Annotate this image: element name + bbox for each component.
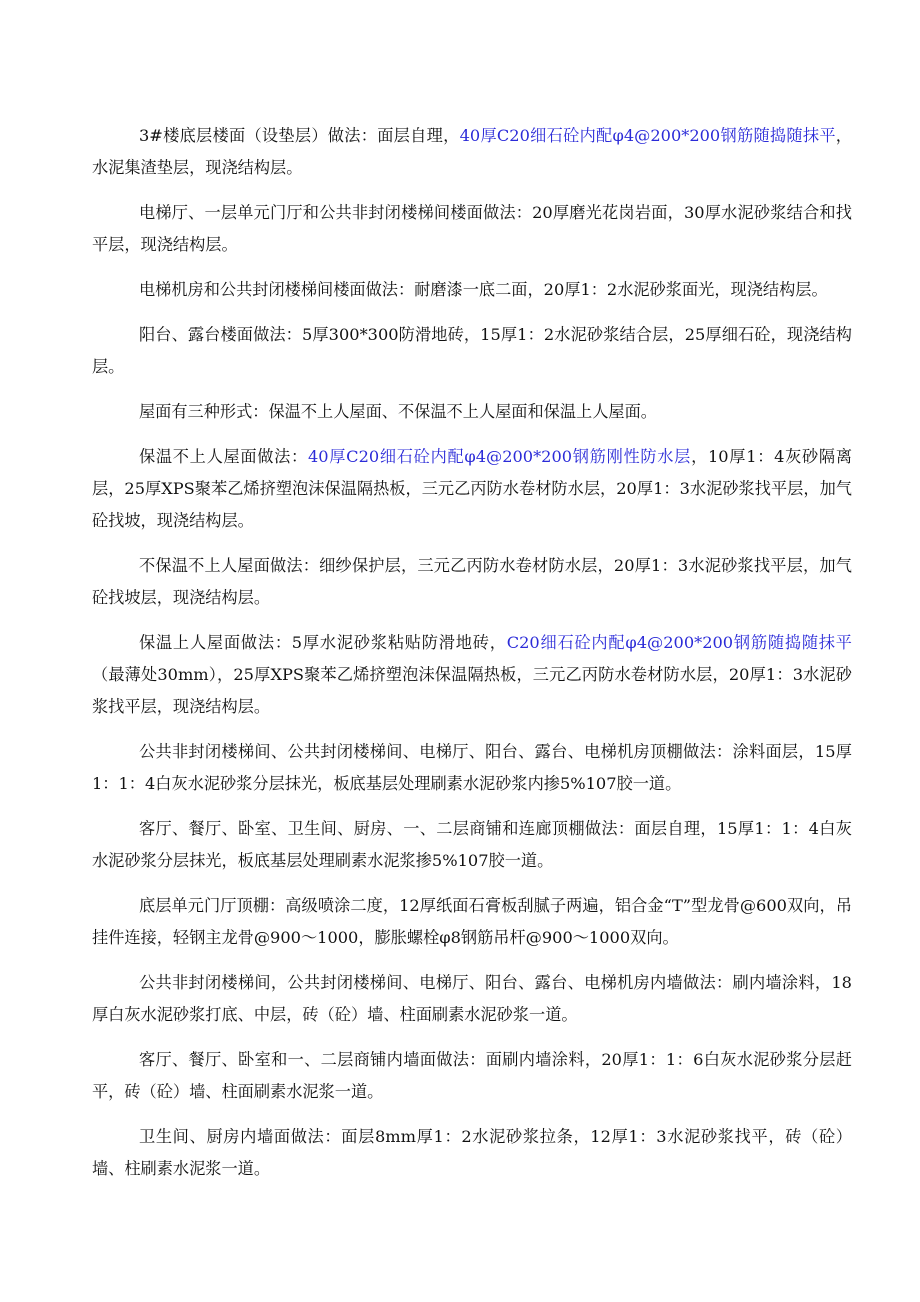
- paragraph-text: 阳台、露台楼面做法：5厚300*300防滑地砖，15厚1：2水泥砂浆结合层，25厚细石砼，现浇结构层。: [92, 325, 852, 376]
- paragraph-text: 底层单元门厅顶棚：高级喷涂二度，12厚纸面石膏板刮腻子两遍，铝合金“T”型龙骨@600双向，吊挂件连接，轻钢主龙骨@900～1000，膨胀螺栓φ8钢筋吊杆@900～1000双向。: [92, 896, 852, 947]
- paragraph: [92, 736, 852, 800]
- paragraph-text: 不保温不上人屋面做法：细纱保护层，三元乙丙防水卷材防水层，20厚1：3水泥砂浆找平层，加气砼找坡层，现浇结构层。: [92, 556, 852, 607]
- paragraph: [92, 627, 852, 723]
- paragraph-text: （最薄处30mm），25厚XPS聚苯乙烯挤塑泡沫保温隔热板，三元乙丙防水卷材防水层，20厚1：3水泥砂浆找平层，现浇结构层。: [92, 665, 852, 716]
- paragraph-text: 3#楼底层楼面（设垫层）做法：面层自理，: [138, 126, 460, 145]
- paragraph: [92, 197, 852, 261]
- paragraph-text: 屋面有三种形式：保温不上人屋面、不保温不上人屋面和保温上人屋面。: [138, 402, 657, 421]
- document-body: [92, 120, 852, 1198]
- paragraph-text: 保温不上人屋面做法：: [138, 447, 308, 466]
- paragraph: [92, 1121, 852, 1185]
- paragraph-text: 电梯机房和公共封闭楼梯间楼面做法：耐磨漆一底二面，20厚1：2水泥砂浆面光，现浇结构层。: [138, 280, 828, 299]
- paragraph: [92, 550, 852, 614]
- paragraph: [92, 967, 852, 1031]
- paragraph: [92, 319, 852, 383]
- paragraph: [92, 890, 852, 954]
- paragraph-text: 公共非封闭楼梯间、公共封闭楼梯间、电梯厅、阳台、露台、电梯机房顶棚做法：涂料面层，15厚1：1：4白灰水泥砂浆分层抹光，板底基层处理刷素水泥砂浆内掺5%107胶一道。: [92, 742, 852, 793]
- paragraph-text: 卫生间、厨房内墙面做法：面层8mm厚1：2水泥砂浆拉条，12厚1：3水泥砂浆找平，砖（砼）墙、柱刷素水泥浆一道。: [92, 1127, 852, 1178]
- highlighted-text: 40厚C20细石砼内配φ4@200*200钢筋随捣随抹平: [459, 126, 836, 145]
- paragraph: [92, 1044, 852, 1108]
- paragraph: [92, 274, 852, 306]
- paragraph-text: 公共非封闭楼梯间，公共封闭楼梯间、电梯厅、阳台、露台、电梯机房内墙做法：刷内墙涂料，18厚白灰水泥砂浆打底、中层，砖（砼）墙、柱面刷素水泥砂浆一道。: [92, 973, 852, 1024]
- highlighted-text: 40厚C20细石砼内配φ4@200*200钢筋刚性防水层: [307, 447, 692, 466]
- paragraph: [92, 813, 852, 877]
- paragraph-text: 保温上人屋面做法：5厚水泥砂浆粘贴防滑地砖，: [138, 633, 507, 652]
- paragraph-text: ，10厚1：4灰砂隔离层，25厚XPS聚苯乙烯挤塑泡沫保温隔热板，三元乙丙防水卷材防水层，20厚1：3水泥砂浆找平层，加气砼找坡，现浇结构层。: [92, 447, 853, 530]
- paragraph-text: 客厅、餐厅、卧室、卫生间、厨房、一、二层商铺和连廊顶棚做法：面层自理，15厚1：1：4白灰水泥砂浆分层抹光，板底基层处理刷素水泥浆掺5%107胶一道。: [92, 819, 852, 870]
- highlighted-text: C20细石砼内配φ4@200*200钢筋随捣随抹平: [506, 633, 852, 652]
- paragraph-text: 客厅、餐厅、卧室和一、二层商铺内墙面做法：面刷内墙涂料，20厚1：1：6白灰水泥砂浆分层赶平，砖（砼）墙、柱面刷素水泥浆一道。: [92, 1050, 852, 1101]
- paragraph-text: ，水泥集渣垫层，现浇结构层。: [92, 126, 852, 177]
- paragraph: [92, 120, 852, 184]
- paragraph: [92, 441, 852, 537]
- paragraph: [92, 396, 852, 428]
- paragraph-text: 电梯厅、一层单元门厅和公共非封闭楼梯间楼面做法：20厚磨光花岗岩面，30厚水泥砂浆结合和找平层，现浇结构层。: [92, 203, 852, 254]
